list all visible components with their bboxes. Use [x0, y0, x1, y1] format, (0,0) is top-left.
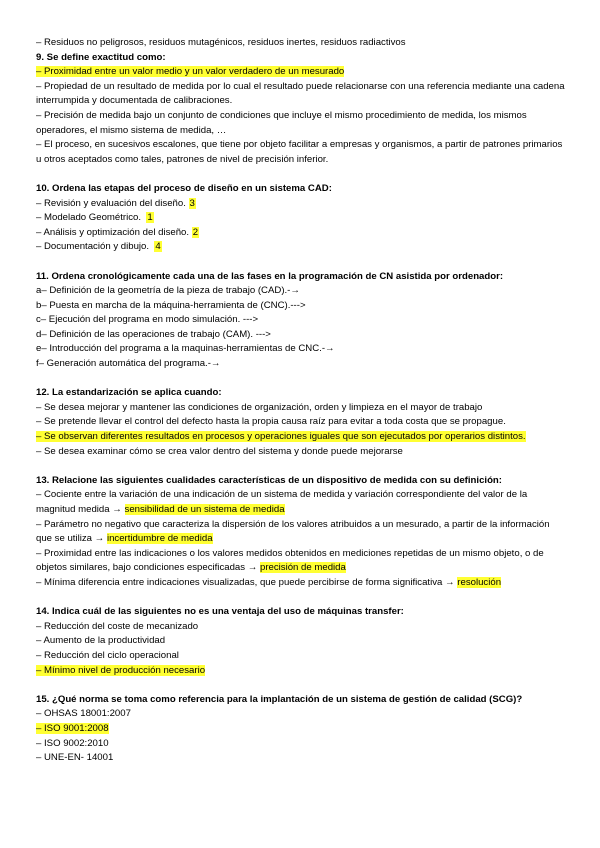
question-title: 14. Indica cuál de las siguientes no es una ventaja del uso de máquinas transfer: [36, 606, 404, 618]
definition-answer: sensibilidad de un sistema de medida [124, 504, 285, 515]
order-item-text: – Análisis y optimización del diseño. [36, 226, 190, 238]
definition-answer: precisión de medida [259, 562, 346, 574]
answer-option-correct: – ISO 9001:2008 [36, 722, 109, 734]
question-14 [36, 605, 566, 678]
definition-text: – Proximidad entre las indicaciones o los valores medidos obtenidos en mediciones repetidas de un mismo objeto, o de objetos similares, bajo condiciones especificadas → [36, 547, 544, 574]
phase-item: e– Introducción del programa a la maquinas-herramientas de CNC.-→ [36, 343, 335, 355]
definition-text: – Mínima diferencia entre indicaciones visualizadas, que puede percibirse de forma significativa → [36, 576, 455, 588]
previous-option-line: – Residuos no peligrosos, residuos mutagénicos, residuos inertes, residuos radiactivos [36, 37, 406, 48]
question-title: 9. Se define exactitud como: [36, 51, 166, 63]
answer-option: – Propiedad de un resultado de medida por lo cual el resultado puede relacionarse con una referencia mediante una cadena interrumpida y documentada de calibraciones. [36, 80, 565, 107]
phase-item: b– Puesta en marcha de la máquina-herramienta de (CNC).---> [36, 299, 306, 311]
answer-option: – UNE-EN- 14001 [36, 752, 114, 764]
phase-item: a– Definición de la geometría de la pieza de trabajo (CAD).-→ [36, 285, 300, 297]
question-9 [36, 51, 566, 168]
answer-option-correct: – Proximidad entre un valor medio y un valor verdadero de un mesurado [36, 66, 345, 78]
order-item-text: – Documentación y dibujo. [36, 241, 150, 253]
answer-option-correct: – Mínimo nivel de producción necesario [36, 664, 206, 676]
answer-option: – Precisión de medida bajo un conjunto de condiciones que incluye el mismo procedimiento de medida, los mismos operadores, el mismo sistema de medida, … [36, 109, 527, 136]
question-13 [36, 474, 566, 591]
phase-item: d– Definición de las operaciones de trabajo (CAM). ---> [36, 328, 271, 340]
phase-item: f– Generación automática del programa.-→ [36, 358, 221, 370]
order-answer: 1 [147, 212, 153, 224]
order-answer: 4 [155, 241, 161, 253]
question-title: 13. Relacione las siguientes cualidades características de un dispositivo de medida con su definición: [36, 474, 502, 486]
order-answer: 2 [192, 226, 199, 238]
definition-item [36, 547, 566, 576]
definition-answer: resolución [457, 576, 502, 588]
answer-option: – Se pretende llevar el control del defecto hasta la propia causa raíz para evitar a toda costa que se propague. [36, 416, 506, 428]
answer-option-correct: – Se observan diferentes resultados en procesos y operaciones iguales que son ejecutados por operarios distintos. [36, 431, 526, 443]
question-11 [36, 270, 566, 372]
answer-option: – El proceso, en sucesivos escalones, que tiene por objeto facilitar a empresas y organismos, a partir de patrones primarios u otros aceptados como tales, patrones de nivel de precisión inferior. [36, 139, 563, 165]
answer-option: – Se desea mejorar y mantener las condiciones de organización, orden y limpieza en el mayor de trabajo [36, 401, 483, 413]
order-answer: 3 [189, 197, 195, 209]
question-title: 12. La estandarización se aplica cuando: [36, 387, 222, 399]
order-item [36, 211, 566, 226]
definition-item [36, 576, 566, 591]
phase-item: c– Ejecución del programa en modo simulación. ---> [36, 314, 259, 326]
question-title: 10. Ordena las etapas del proceso de diseño en un sistema CAD: [36, 182, 332, 194]
definition-answer: incertidumbre de medida [106, 533, 213, 545]
order-item-text: – Revisión y evaluación del diseño. [36, 197, 186, 209]
answer-option: – Reducción del coste de mecanizado [36, 620, 199, 632]
order-item [36, 226, 566, 241]
order-item [36, 197, 566, 212]
answer-option: – Aumento de la productividad [36, 635, 166, 647]
order-item [36, 240, 566, 255]
definition-text: – Cociente entre la variación de una indicación de un sistema de medida y variación correspondiente del valor de la magnitud medida → [36, 489, 528, 515]
answer-option: – Reducción del ciclo operacional [36, 649, 179, 661]
question-12 [36, 386, 566, 459]
definition-text: – Parámetro no negativo que caracteriza la dispersión de los valores atribuidos a un mesurado, a partir de la información que se utiliza → [36, 518, 550, 545]
definition-item [36, 518, 566, 547]
document-page [36, 36, 566, 766]
order-item-text: – Modelado Geométrico. [36, 212, 142, 224]
definition-item [36, 488, 566, 517]
answer-option: – OHSAS 18001:2007 [36, 708, 131, 720]
question-15 [36, 693, 566, 766]
question-title: 11. Ordena cronológicamente cada una de las fases en la programación de CN asistida por ordenador: [36, 270, 504, 282]
question-title: 15. ¿Qué norma se toma como referencia para la implantación de un sistema de gestión de calidad (SCG)? [36, 693, 523, 705]
question-10 [36, 182, 566, 255]
answer-option: – ISO 9002:2010 [36, 737, 109, 749]
answer-option: – Se desea examinar cómo se crea valor dentro del sistema y donde puede mejorarse [36, 445, 403, 457]
